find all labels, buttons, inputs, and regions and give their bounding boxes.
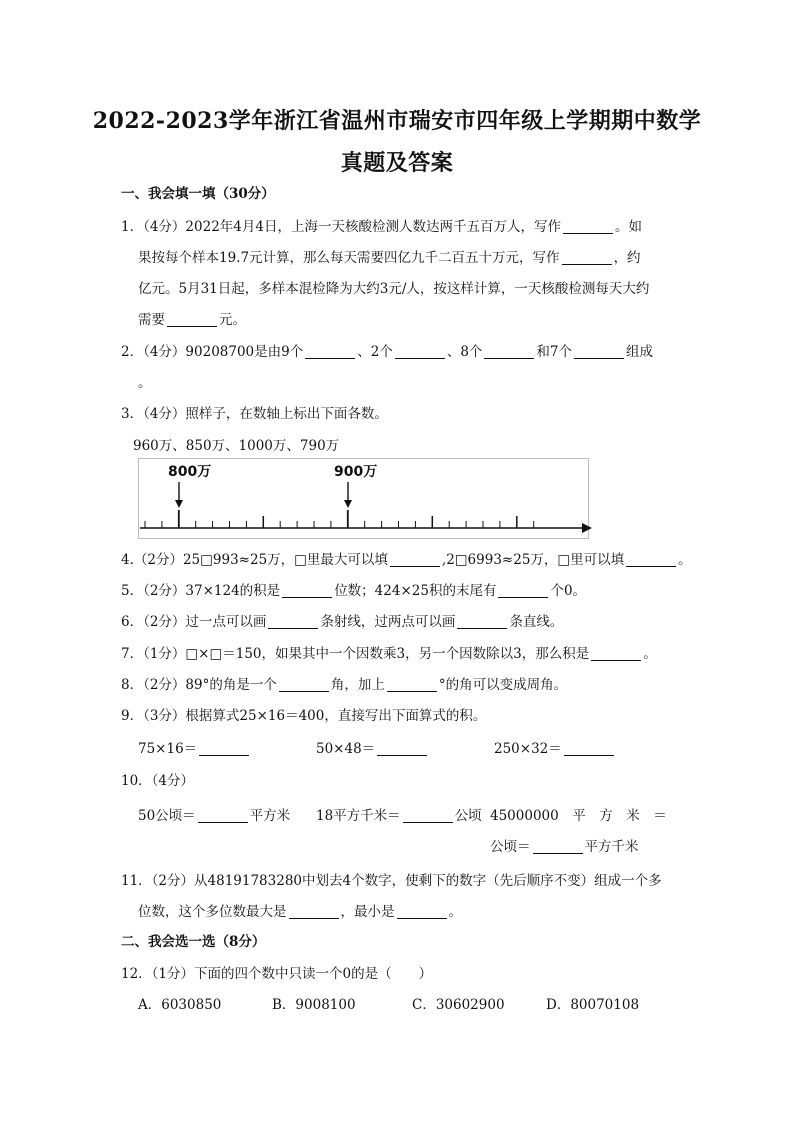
- question-1-line2: 果按每个样本19.7元计算，那么每天需要四亿九千二百五十万元，写作 ，约: [138, 250, 641, 266]
- option-c[interactable]: C．30602900: [412, 997, 505, 1013]
- q10-expr-3-cont: 公顷＝ 平方千米: [490, 839, 639, 855]
- option-d[interactable]: D．80070108: [546, 997, 640, 1013]
- answer-blank[interactable]: [563, 219, 613, 234]
- question-11-line1: 11．（2分）从48191783280中划去4个数字，使剩下的数字（先后顺序不变）组成一个多: [121, 873, 662, 889]
- answer-blank[interactable]: [395, 344, 445, 359]
- tick-marks: [145, 510, 534, 528]
- tick-label-900: 900万: [334, 464, 378, 480]
- q10-expr-1: 50公顷＝ 平方米: [138, 808, 291, 824]
- answer-blank[interactable]: [397, 904, 447, 919]
- question-10: 10．（4分）: [121, 773, 195, 789]
- question-1-line3: 亿元。5月31日起，多样本混检降为大约3元/人，按这样计算，一天核酸检测每天大约: [138, 281, 650, 297]
- answer-blank[interactable]: [403, 808, 453, 823]
- answer-blank[interactable]: [199, 741, 249, 756]
- answer-blank[interactable]: [279, 677, 329, 692]
- answer-blank[interactable]: [289, 904, 339, 919]
- question-7: 7．（1分）□×□＝150，如果其中一个因数乘3，另一个因数除以3，那么积是 。: [121, 646, 657, 662]
- answer-blank[interactable]: [377, 741, 427, 756]
- answer-blank[interactable]: [282, 583, 332, 598]
- answer-blank[interactable]: [498, 583, 548, 598]
- q9-expr-2: 50×48＝: [316, 739, 429, 759]
- question-3-text: 3．（4分）照样子，在数轴上标出下面各数。: [121, 406, 388, 422]
- answer-blank[interactable]: [268, 614, 318, 629]
- question-11-line2: 位数，这个多位数最大是 ，最小是 。: [138, 904, 462, 920]
- option-b[interactable]: B．9008100: [272, 997, 356, 1013]
- question-3-numbers: 960万、850万、1000万、790万: [133, 438, 340, 454]
- answer-blank[interactable]: [626, 552, 676, 567]
- arrow-right-icon: [582, 523, 592, 533]
- q9-expr-3: 250×32＝: [494, 739, 616, 759]
- answer-blank[interactable]: [591, 646, 641, 661]
- question-6: 6．（2分）过一点可以画 条射线，过两点可以画 条直线。: [121, 614, 564, 630]
- tick-label-800: 800万: [168, 464, 212, 480]
- question-4: 4.（2分）25□993≈25万，□里最大可以填 ,2□6993≈25万，□里可以填 。: [121, 552, 692, 568]
- question-2-line2: 。: [138, 375, 152, 391]
- question-8: 8．（2分）89°的角是一个 角，加上 °的角可以变成周角。: [121, 677, 568, 693]
- section-heading-choice: 二、我会选一选（8分）: [121, 934, 266, 950]
- answer-blank[interactable]: [533, 839, 583, 854]
- section-heading-fill: 一、我会填一填（30分）: [121, 186, 275, 202]
- q10-expr-2: 18平方千米＝ 公顷: [316, 808, 482, 824]
- question-12: 12．（1分）下面的四个数中只读一个0的是（ ）: [121, 966, 433, 982]
- number-line[interactable]: [138, 458, 598, 540]
- answer-blank[interactable]: [562, 250, 612, 265]
- page-title: 2022-2023学年浙江省温州市瑞安市四年级上学期期中数学: [92, 108, 702, 134]
- option-a[interactable]: A．6030850: [138, 997, 222, 1013]
- answer-blank[interactable]: [484, 344, 534, 359]
- q10-expr-3: 45000000 平 方 米 ＝: [490, 808, 667, 824]
- answer-blank[interactable]: [387, 677, 437, 692]
- answer-blank[interactable]: [457, 614, 507, 629]
- question-1-line1: 1．（4分）2022年4月4日，上海一天核酸检测人数达两千五百万人，写作 。如: [121, 219, 642, 235]
- question-5: 5．（2分）37×124的积是 位数；424×25积的末尾有 个0。: [121, 583, 587, 599]
- arrow-down-icon: [175, 500, 183, 508]
- answer-blank[interactable]: [198, 808, 248, 823]
- arrow-down-icon: [344, 500, 352, 508]
- question-9: 9．（3分）根据算式25×16＝400，直接写出下面算式的积。: [121, 708, 487, 724]
- answer-blank[interactable]: [564, 741, 614, 756]
- answer-blank[interactable]: [167, 312, 217, 327]
- answer-blank[interactable]: [305, 344, 355, 359]
- question-2-line1: 2．（4分）90208700是由9个 、2个 、8个 和7个 组成: [121, 344, 654, 360]
- answer-blank[interactable]: [390, 552, 440, 567]
- answer-blank[interactable]: [574, 344, 624, 359]
- page-title-line2: 真题及答案: [340, 150, 454, 176]
- question-1-line4: 需要 元。: [138, 312, 246, 328]
- q9-expr-1: 75×16＝: [138, 739, 251, 759]
